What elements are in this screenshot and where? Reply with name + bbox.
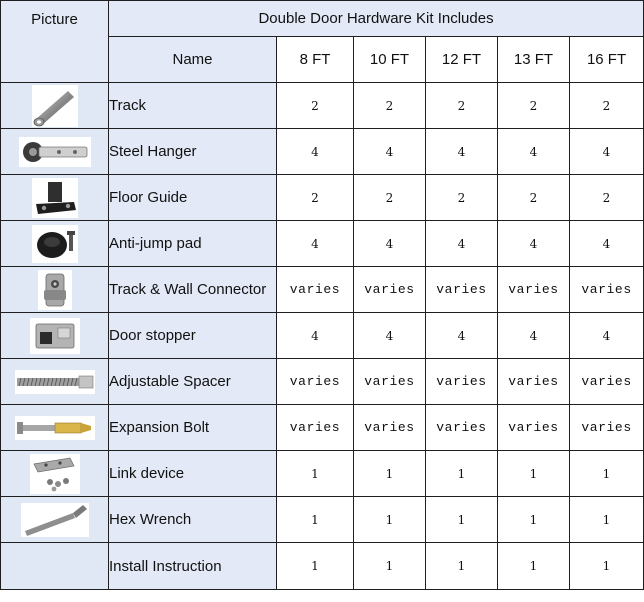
quantity-cell: 4 xyxy=(277,221,354,267)
table-title: Double Door Hardware Kit Includes xyxy=(109,1,644,37)
item-name: Track xyxy=(109,83,277,129)
quantity-cell: 4 xyxy=(426,129,498,175)
item-name: Hex Wrench xyxy=(109,497,277,543)
wall-connector-icon xyxy=(38,270,72,310)
anti-jump-pad-icon xyxy=(32,225,78,263)
quantity-cell: 4 xyxy=(570,313,644,359)
quantity-cell: varies xyxy=(426,405,498,451)
quantity-cell: 1 xyxy=(570,451,644,497)
quantity-cell: 2 xyxy=(426,175,498,221)
quantity-cell: 1 xyxy=(277,451,354,497)
quantity-cell: 4 xyxy=(498,129,570,175)
quantity-cell: varies xyxy=(277,405,354,451)
floor-guide-icon xyxy=(32,178,78,218)
quantity-cell: 1 xyxy=(570,543,644,590)
quantity-cell: 4 xyxy=(570,221,644,267)
link-device-icon xyxy=(30,454,80,494)
table-row xyxy=(1,129,644,175)
quantity-cell: 4 xyxy=(426,313,498,359)
quantity-cell: 4 xyxy=(277,129,354,175)
expansion-bolt-icon xyxy=(15,416,95,440)
quantity-cell: 4 xyxy=(426,221,498,267)
track-rail-icon xyxy=(32,85,78,127)
quantity-cell: 4 xyxy=(570,129,644,175)
quantity-cell: 1 xyxy=(426,451,498,497)
quantity-cell: 1 xyxy=(354,451,426,497)
table-row xyxy=(1,543,644,590)
item-name: Steel Hanger xyxy=(109,129,277,175)
table-row xyxy=(1,359,644,405)
quantity-cell: varies xyxy=(570,405,644,451)
quantity-cell: varies xyxy=(498,267,570,313)
quantity-cell: 2 xyxy=(426,83,498,129)
table-row xyxy=(1,267,644,313)
quantity-cell: 1 xyxy=(354,497,426,543)
quantity-cell: 4 xyxy=(354,221,426,267)
quantity-cell: 2 xyxy=(354,175,426,221)
item-picture xyxy=(1,221,109,267)
quantity-cell: 2 xyxy=(277,83,354,129)
quantity-cell: 4 xyxy=(498,221,570,267)
door-stopper-icon xyxy=(30,318,80,354)
quantity-cell: varies xyxy=(426,267,498,313)
item-picture xyxy=(1,175,109,221)
item-name: Link device xyxy=(109,451,277,497)
quantity-cell: 4 xyxy=(277,313,354,359)
size-header-8ft: 8 FT xyxy=(277,37,354,83)
quantity-cell: 2 xyxy=(354,83,426,129)
item-name: Install Instruction xyxy=(109,543,277,590)
size-header-10ft: 10 FT xyxy=(354,37,426,83)
table-row xyxy=(1,221,644,267)
quantity-cell: 2 xyxy=(498,83,570,129)
item-name: Adjustable Spacer xyxy=(109,359,277,405)
quantity-cell: varies xyxy=(426,359,498,405)
quantity-cell: 4 xyxy=(498,313,570,359)
item-picture xyxy=(1,129,109,175)
quantity-cell: 1 xyxy=(277,497,354,543)
name-column-header: Name xyxy=(109,37,277,83)
item-name: Track & Wall Connector xyxy=(109,267,277,313)
item-picture xyxy=(1,451,109,497)
table-row xyxy=(1,405,644,451)
item-name: Door stopper xyxy=(109,313,277,359)
quantity-cell: 1 xyxy=(426,543,498,590)
size-header-16ft: 16 FT xyxy=(570,37,644,83)
quantity-cell: 1 xyxy=(498,497,570,543)
item-name: Anti-jump pad xyxy=(109,221,277,267)
quantity-cell: 1 xyxy=(498,451,570,497)
item-picture xyxy=(1,313,109,359)
quantity-cell: 2 xyxy=(277,175,354,221)
steel-hanger-icon xyxy=(19,137,91,167)
quantity-cell: 4 xyxy=(354,313,426,359)
quantity-cell: 2 xyxy=(570,83,644,129)
quantity-cell: 2 xyxy=(498,175,570,221)
quantity-cell: 1 xyxy=(354,543,426,590)
quantity-cell: varies xyxy=(277,359,354,405)
quantity-cell: 1 xyxy=(570,497,644,543)
quantity-cell: 2 xyxy=(570,175,644,221)
hex-wrench-icon xyxy=(21,503,89,537)
quantity-cell: 1 xyxy=(426,497,498,543)
quantity-cell: varies xyxy=(570,267,644,313)
title-row xyxy=(1,1,644,37)
table-row xyxy=(1,313,644,359)
item-picture xyxy=(1,405,109,451)
size-header-13ft: 13 FT xyxy=(498,37,570,83)
quantity-cell: 1 xyxy=(498,543,570,590)
quantity-cell: varies xyxy=(498,359,570,405)
item-picture xyxy=(1,267,109,313)
quantity-cell: varies xyxy=(498,405,570,451)
quantity-cell: varies xyxy=(354,359,426,405)
quantity-cell: varies xyxy=(354,405,426,451)
quantity-cell: 4 xyxy=(354,129,426,175)
quantity-cell: varies xyxy=(277,267,354,313)
quantity-cell: 1 xyxy=(277,543,354,590)
item-picture xyxy=(1,83,109,129)
item-picture xyxy=(1,497,109,543)
quantity-cell: varies xyxy=(354,267,426,313)
table-row xyxy=(1,83,644,129)
adjustable-spacer-icon xyxy=(15,370,95,394)
table-row xyxy=(1,497,644,543)
quantity-cell: varies xyxy=(570,359,644,405)
item-picture xyxy=(1,543,109,590)
item-name: Expansion Bolt xyxy=(109,405,277,451)
item-name: Floor Guide xyxy=(109,175,277,221)
picture-column-header: Picture xyxy=(1,1,109,83)
table-row xyxy=(1,451,644,497)
size-header-12ft: 12 FT xyxy=(426,37,498,83)
table-row xyxy=(1,175,644,221)
item-picture xyxy=(1,359,109,405)
